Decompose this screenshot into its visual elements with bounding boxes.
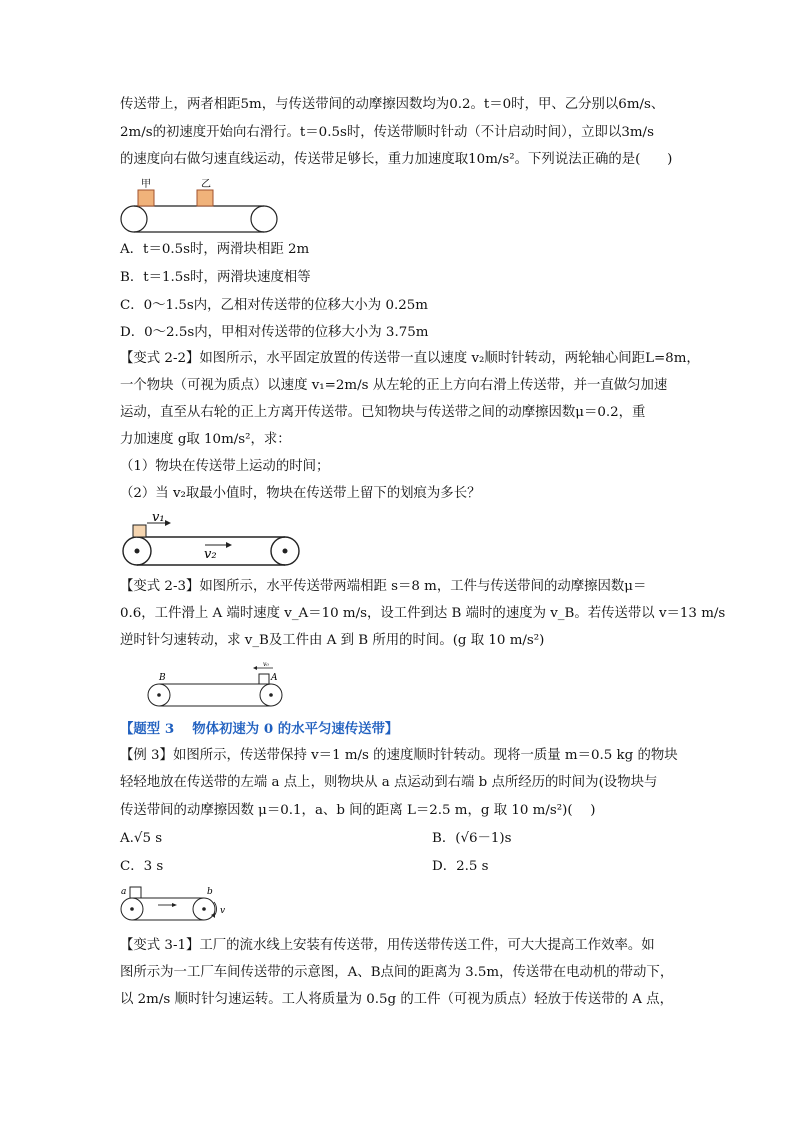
block-jia <box>138 190 154 206</box>
variant-2-3-text: 逆时针匀速转动，求 v_B及工件由 A 到 B 所用的时间。(g 取 10 m/s²) <box>120 633 545 648</box>
variant-2-2-text: 运动，直至从右轮的正上方离开传送带。已知物块与传送带之间的动摩擦因数μ＝0.2，重 <box>120 405 646 420</box>
block-yi <box>197 190 213 206</box>
option-d: D．0～2.5s内，甲相对传送带的位移大小为 3.75m <box>120 325 429 340</box>
example-3-text: 传送带间的动摩擦因数 μ＝0.1，a、b 间的距离 L＝2.5 m，g 取 10 m/s²)( ) <box>120 803 596 818</box>
option-c: C．0～1.5s内，乙相对传送带的位移大小为 0.25m <box>120 298 428 313</box>
block <box>133 525 146 537</box>
label-v: v <box>220 906 226 916</box>
conveyor-figure-4 <box>118 882 243 924</box>
right-pulley <box>251 206 277 232</box>
option-a: A．t＝0.5s时，两滑块相距 2m <box>120 242 310 257</box>
variant-2-2-text: 【变式 2-2】如图所示，水平固定放置的传送带一直以速度 v₂顺时针转动，两轮轴心间距L=8m， <box>120 351 700 366</box>
variant-2-2-text: 力加速度 g取 10m/s²，求： <box>120 432 291 447</box>
problem-text-line: 传送带上，两者相距5m，与传送带间的动摩擦因数均为0.2。t＝0时，甲、乙分别以6m/s、 <box>120 97 665 112</box>
label-B: B <box>159 673 166 683</box>
option-a: A.√5 s <box>120 831 163 846</box>
variant-2-3-text: 0.6，工件滑上 A 端时速度 v_A＝10 m/s，设工件到达 B 端时的速度为 v_B。若传送带以 v＝13 m/s <box>120 606 726 621</box>
workpiece <box>259 674 269 684</box>
label-jia: 甲 <box>141 179 151 190</box>
option-b: B．(√6－1)s <box>432 831 512 846</box>
variant-2-3-text: 【变式 2-3】如图所示，水平传送带两端相距 s＝8 m，工件与传送带间的动摩擦因数μ＝ <box>120 579 647 594</box>
conveyor-figure-2 <box>120 511 305 569</box>
label-v2: v₂ <box>204 547 217 562</box>
option-c: C．3 s <box>120 859 164 874</box>
option-b: B．t＝1.5s时，两滑块速度相等 <box>120 270 311 285</box>
option-d: D．2.5 s <box>432 859 489 874</box>
variant-3-1-text: 以 2m/s 顺时针匀速运转。工人将质量为 0.5g 的工件（可视为质点）轻放于传送带的 A 点， <box>120 992 673 1007</box>
variant-3-1-text: 图所示为一工厂车间传送带的示意图，A、B点间的距离为 3.5m，传送带在电动机的带动下， <box>120 965 674 980</box>
sub-question-1: （1）物块在传送带上运动的时间； <box>120 459 330 474</box>
example-3-text: 轻轻地放在传送带的左端 a 点上，则物块从 a 点运动到右端 b 点所经历的时间为(设物块与 <box>120 775 658 790</box>
variant-2-2-text: 一个物块（可视为质点）以速度 v₁=2m/s 从左轮的正上方向右滑上传送带，并一直做匀加速 <box>120 378 668 393</box>
label-v0: v₀ <box>263 661 269 668</box>
variant-3-1-text: 【变式 3-1】工厂的流水线上安装有传送带，用传送带传送工件，可大大提高工作效率。如 <box>120 938 655 953</box>
label-b: b <box>207 887 213 897</box>
problem-text-line: 2m/s的初速度开始向右滑行。t＝0.5s时，传送带顺时针动（不计启动时间），立即以3m/s <box>120 125 654 140</box>
problem-text-line: 的速度向右做匀速直线运动，传送带足够长，重力加速度取10m/s²。下列说法正确的是( ) <box>120 152 673 167</box>
conveyor-figure-1 <box>118 176 283 234</box>
label-a: a <box>121 887 127 897</box>
topic-3-heading: 【题型 3 物体初速为 0 的水平匀速传送带】 <box>120 721 399 737</box>
block <box>130 887 141 898</box>
example-3-text: 【例 3】如图所示，传送带保持 v＝1 m/s 的速度顺时针转动。现将一质量 m＝0.5 kg 的物块 <box>120 748 678 763</box>
label-A: A <box>271 673 278 683</box>
label-yi: 乙 <box>201 179 211 190</box>
sub-question-2: （2）当 v₂取最小值时，物块在传送带上留下的划痕为多长？ <box>120 486 481 501</box>
label-v1: v₁ <box>152 511 165 525</box>
conveyor-figure-3 <box>145 659 285 709</box>
left-pulley <box>121 206 147 232</box>
